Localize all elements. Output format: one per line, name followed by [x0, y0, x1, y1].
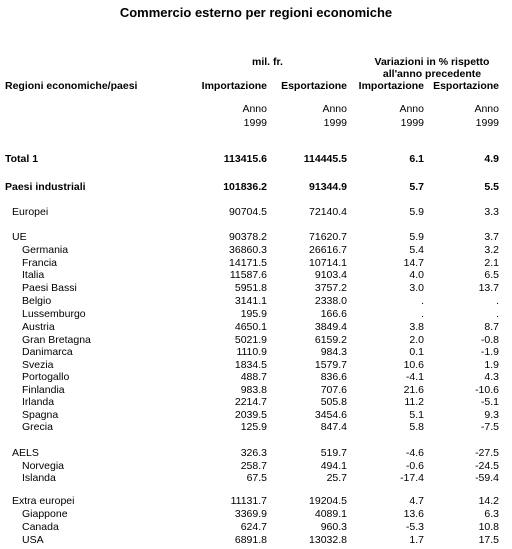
export-value: 960.3	[320, 521, 347, 533]
row-label: Francia	[22, 257, 58, 269]
import-variation: 5.9	[409, 231, 424, 243]
import-value: 90704.5	[229, 206, 267, 218]
export-variation: 6.3	[484, 508, 499, 520]
year-word: Anno	[474, 103, 499, 115]
import-value: 1110.9	[236, 346, 267, 358]
export-variation: 1.9	[484, 359, 499, 371]
export-value: 91344.9	[309, 181, 347, 193]
import-value: 3141.1	[234, 295, 267, 307]
export-variation: 14.2	[478, 495, 499, 507]
table-row	[0, 533, 512, 547]
import-variation: 5.4	[409, 244, 424, 256]
unit-label: mil. fr.	[252, 56, 283, 68]
variation-label-line1: Variazioni in % rispetto	[374, 56, 490, 68]
export-value: 19204.5	[309, 495, 347, 507]
import-value: 983.8	[240, 384, 267, 396]
table-row	[0, 281, 512, 295]
variation-label-line2: all'anno precedente	[382, 68, 482, 80]
import-value: 4650.1	[234, 321, 267, 333]
table-row	[0, 243, 512, 257]
import-variation: .	[421, 308, 424, 320]
export-value: 10714.1	[309, 257, 347, 269]
year-value: 1999	[475, 117, 499, 129]
import-value: 125.9	[240, 421, 267, 433]
export-value: 2338.0	[314, 295, 347, 307]
table-row	[0, 446, 512, 460]
export-variation: .	[496, 308, 499, 320]
table-row	[0, 520, 512, 534]
import-value: 1834.5	[234, 359, 267, 371]
import-value: 2039.5	[234, 409, 267, 421]
export-value: 6159.2	[314, 334, 347, 346]
export-variation: -10.6	[475, 384, 499, 396]
year-word: Anno	[322, 103, 347, 115]
import-value: 3369.9	[234, 508, 267, 520]
variation-export-column-header: Esportazione	[433, 80, 499, 92]
export-value: 494.1	[320, 460, 347, 472]
export-value: 505.8	[320, 396, 347, 408]
row-label: Extra europei	[12, 495, 75, 507]
table-row	[0, 420, 512, 434]
row-label: Europei	[12, 206, 49, 218]
import-value: 113415.6	[223, 153, 267, 165]
row-label: Giappone	[22, 508, 68, 520]
export-variation: 9.3	[484, 409, 499, 421]
import-variation: -4.1	[405, 371, 424, 383]
export-variation: -1.9	[480, 346, 499, 358]
export-variation: 5.5	[484, 181, 499, 193]
export-variation: 3.7	[484, 231, 499, 243]
import-variation: -17.4	[400, 472, 424, 484]
import-value: 5021.9	[234, 334, 267, 346]
table-row	[0, 395, 512, 409]
row-label: Total 1	[5, 153, 39, 165]
year-header-import	[242, 102, 267, 130]
import-value: 2214.7	[234, 396, 267, 408]
table-row	[0, 494, 512, 508]
import-variation: -0.6	[405, 460, 424, 472]
export-value: 519.7	[320, 447, 347, 459]
export-variation: -24.5	[475, 460, 499, 472]
import-value: 90378.2	[229, 231, 267, 243]
year-header-var-export	[474, 102, 499, 130]
import-value: 258.7	[240, 460, 267, 472]
export-value: 1579.7	[314, 359, 347, 371]
export-variation: -59.4	[475, 472, 499, 484]
table-row	[0, 205, 512, 219]
table-row	[0, 471, 512, 485]
row-label: Grecia	[22, 421, 53, 433]
import-value: 326.3	[240, 447, 267, 459]
export-value: 9103.4	[314, 269, 347, 281]
table-row	[0, 320, 512, 334]
page-title: Commercio esterno per regioni economiche	[119, 5, 393, 20]
export-variation: 10.8	[478, 521, 499, 533]
export-variation: 4.3	[484, 371, 499, 383]
export-variation: .	[496, 295, 499, 307]
year-word: Anno	[242, 103, 267, 115]
import-variation: 5.1	[409, 409, 424, 421]
import-value: 5951.8	[234, 282, 267, 294]
import-value: 6891.8	[234, 534, 267, 546]
export-variation: -27.5	[475, 447, 499, 459]
table-row	[0, 180, 512, 194]
export-value: 4089.1	[314, 508, 347, 520]
year-value: 1999	[323, 117, 347, 129]
import-variation: 4.0	[409, 269, 424, 281]
table-row	[0, 307, 512, 321]
row-label: Norvegia	[22, 460, 65, 472]
export-value: 26616.7	[309, 244, 347, 256]
year-value: 1999	[243, 117, 267, 129]
row-label: Italia	[22, 269, 45, 281]
row-label: Irlanda	[22, 396, 55, 408]
import-variation: .	[421, 295, 424, 307]
import-variation: 5.7	[409, 181, 424, 193]
import-variation: 5.8	[409, 421, 424, 433]
import-variation: 3.8	[409, 321, 424, 333]
table-row	[0, 152, 512, 166]
export-value: 3454.6	[314, 409, 347, 421]
region-column-header: Regioni economiche/paesi	[5, 80, 138, 92]
import-variation: 13.6	[403, 508, 424, 520]
export-value: 71620.7	[309, 231, 347, 243]
export-variation: 4.9	[484, 153, 499, 165]
export-value: 984.3	[320, 346, 347, 358]
row-label: Svezia	[22, 359, 54, 371]
year-word: Anno	[399, 103, 424, 115]
export-value: 847.4	[320, 421, 347, 433]
table-row	[0, 230, 512, 244]
row-label: AELS	[12, 447, 39, 459]
import-variation: 1.7	[409, 534, 424, 546]
export-value: 13032.8	[309, 534, 347, 546]
import-variation: 14.7	[403, 257, 424, 269]
row-label: Gran Bretagna	[22, 334, 91, 346]
export-variation: 2.1	[484, 257, 499, 269]
export-value: 707.6	[320, 384, 347, 396]
import-variation: 6.1	[409, 153, 424, 165]
import-column-header: Importazione	[201, 80, 267, 92]
import-variation: 2.0	[409, 334, 424, 346]
year-header-var-import	[399, 102, 424, 130]
export-column-header: Esportazione	[281, 80, 347, 92]
table-row	[0, 294, 512, 308]
row-label: Islanda	[22, 472, 56, 484]
row-label: Paesi industriali	[5, 181, 86, 193]
year-value: 1999	[400, 117, 424, 129]
import-value: 14171.5	[229, 257, 267, 269]
export-variation: -5.1	[480, 396, 499, 408]
row-label: Lussemburgo	[22, 308, 86, 320]
row-label: Spagna	[22, 409, 59, 421]
export-variation: 3.3	[484, 206, 499, 218]
import-variation: 3.0	[409, 282, 424, 294]
export-value: 3849.4	[314, 321, 347, 333]
export-variation: 13.7	[478, 282, 499, 294]
row-label: Germania	[22, 244, 69, 256]
import-value: 488.7	[240, 371, 267, 383]
export-variation: 8.7	[484, 321, 499, 333]
import-variation: 5.9	[409, 206, 424, 218]
import-value: 11131.7	[230, 495, 267, 507]
export-value: 3757.2	[314, 282, 347, 294]
year-header-export	[322, 102, 347, 130]
import-variation: 11.2	[404, 396, 424, 408]
import-variation: 10.6	[403, 359, 424, 371]
row-label: Finlandia	[22, 384, 65, 396]
import-variation: -4.6	[405, 447, 424, 459]
export-value: 836.6	[320, 371, 347, 383]
row-label: Belgio	[22, 295, 52, 307]
import-value: 195.9	[240, 308, 267, 320]
export-value: 25.7	[326, 472, 347, 484]
import-value: 36860.3	[229, 244, 267, 256]
export-value: 166.6	[320, 308, 347, 320]
export-variation: -7.5	[480, 421, 499, 433]
export-variation: 17.5	[478, 534, 499, 546]
row-label: USA	[22, 534, 44, 546]
import-value: 11587.6	[229, 269, 267, 281]
row-label: Portogallo	[22, 371, 70, 383]
table-row	[0, 370, 512, 384]
import-variation: 0.1	[409, 346, 424, 358]
table-row	[0, 345, 512, 359]
row-label: Austria	[22, 321, 55, 333]
table-row	[0, 507, 512, 521]
import-value: 101836.2	[223, 181, 267, 193]
table-row	[0, 268, 512, 282]
import-variation: 21.6	[403, 384, 424, 396]
variation-import-column-header: Importazione	[358, 80, 424, 92]
row-label: Paesi Bassi	[22, 282, 77, 294]
import-variation: 4.7	[409, 495, 424, 507]
export-value: 114445.5	[303, 153, 347, 165]
export-variation: 6.5	[484, 269, 499, 281]
import-value: 624.7	[240, 521, 267, 533]
import-value: 67.5	[246, 472, 267, 484]
row-label: Danimarca	[22, 346, 73, 358]
export-variation: -0.8	[480, 334, 499, 346]
export-variation: 3.2	[484, 244, 499, 256]
export-value: 72140.4	[309, 206, 347, 218]
import-variation: -5.3	[405, 521, 424, 533]
row-label: Canada	[22, 521, 59, 533]
row-label: UE	[12, 231, 27, 243]
